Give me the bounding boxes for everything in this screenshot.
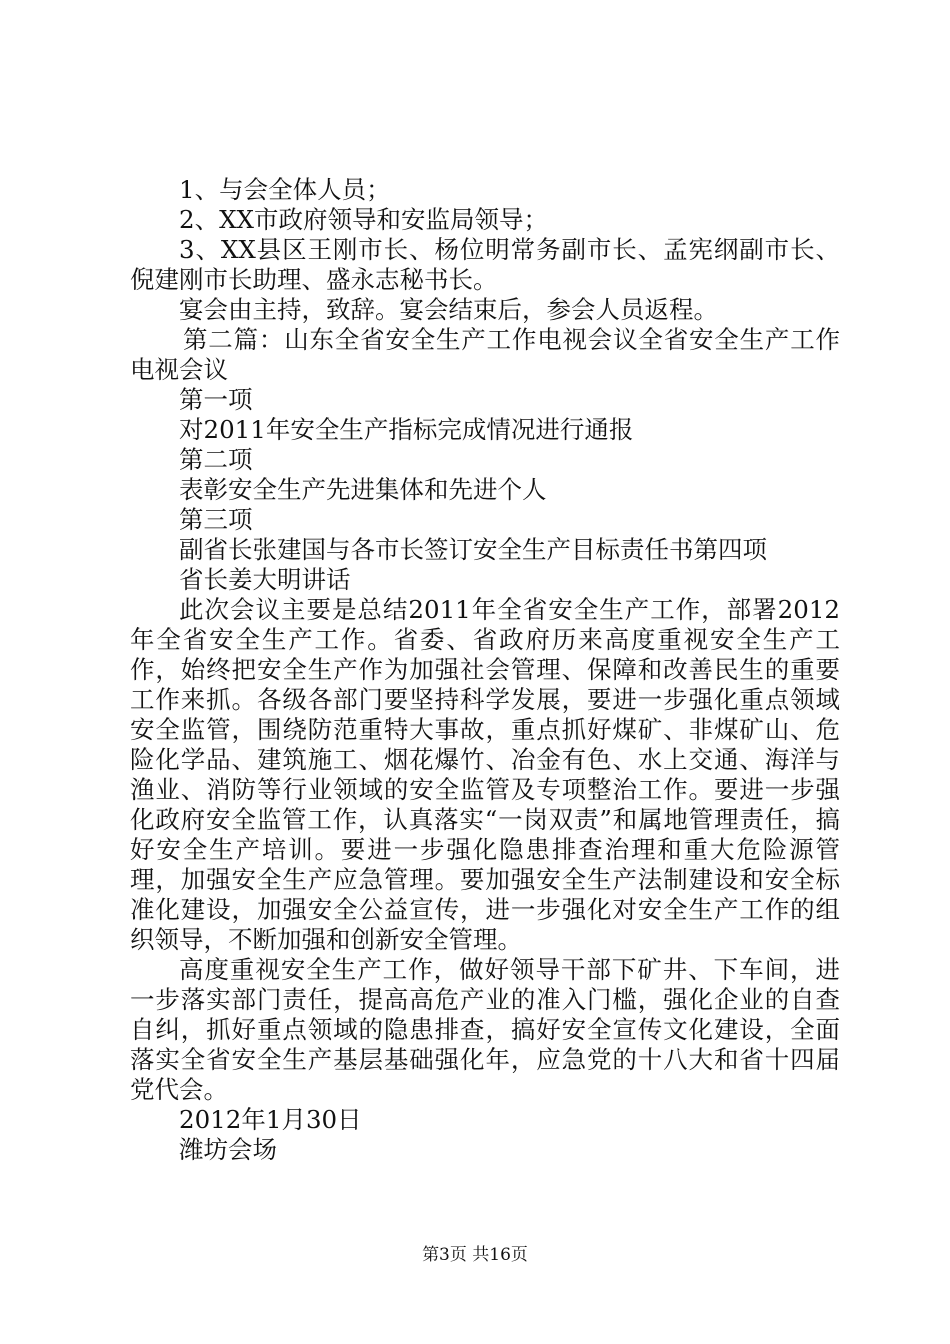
page-footer: 第3页 共16页 [422,1245,528,1265]
agenda-item-3-label: 第三项 [179,505,253,534]
agenda-item-4-text: 省长姜大明讲话 [179,565,351,594]
venue-name: 潍坊会场 [179,1135,277,1164]
section-heading: 第二篇：山东全省安全生产工作电视会议全省安全生产工作电视会议 [130,325,840,384]
paragraph-work-requirements: 高度重视安全生产工作，做好领导干部下矿井、下车间，进一步落实部门责任，提高高危产业的准入门槛，强化企业的自查自纠，抓好重点领域的隐患排查，搞好安全宣传文化建设，全面落实全省安全生产基层基础强化年，应急党的十八大和省十四届党代会。 [130,955,840,1104]
document-body [130,175,840,1165]
document-date: 2012年1月30日 [179,1105,362,1134]
list-item-city-leaders: 2、XX市政府领导和安监局领导； [179,205,548,234]
agenda-item-1-label: 第一项 [179,385,253,414]
agenda-item-2-label: 第二项 [179,445,253,474]
list-item-county-leaders: 3、XX县区王刚市长、杨位明常务副市长、孟宪纲副市长、倪建刚市长助理、盛永志秘书长。 [130,235,840,294]
agenda-item-1-text: 对2011年安全生产指标完成情况进行通报 [179,415,634,444]
paragraph-banquet: 宴会由主持，致辞。宴会结束后，参会人员返程。 [179,295,718,324]
paragraph-meeting-summary: 此次会议主要是总结2011年全省安全生产工作，部署2012年全省安全生产工作。省委、省政府历来高度重视安全生产工作，始终把安全生产作为加强社会管理、保障和改善民生的重要工作来抓。各级各部门要坚持科学发展，要进一步强化重点领域安全监管，围绕防范重特大事故，重点抓好煤矿、非煤矿山、危险化学品、建筑施工、烟花爆竹、冶金有色、水上交通、海洋与渔业、消防等行业领域的安全监管及专项整治工作。要进一步强化政府安全监管工作，认真落实“一岗双责”和属地管理责任，搞好安全生产培训。要进一步强化隐患排查治理和重大危险源管理，加强安全生产应急管理。要加强安全生产法制建设和安全标准化建设，加强安全公益宣传，进一步强化对安全生产工作的组织领导，不断加强和创新安全管理。 [130,595,840,954]
agenda-item-2-text: 表彰安全生产先进集体和先进个人 [179,475,547,504]
list-item-attendees: 1、与会全体人员； [179,175,391,204]
agenda-item-3-text: 副省长张建国与各市长签订安全生产目标责任书第四项 [179,535,767,564]
